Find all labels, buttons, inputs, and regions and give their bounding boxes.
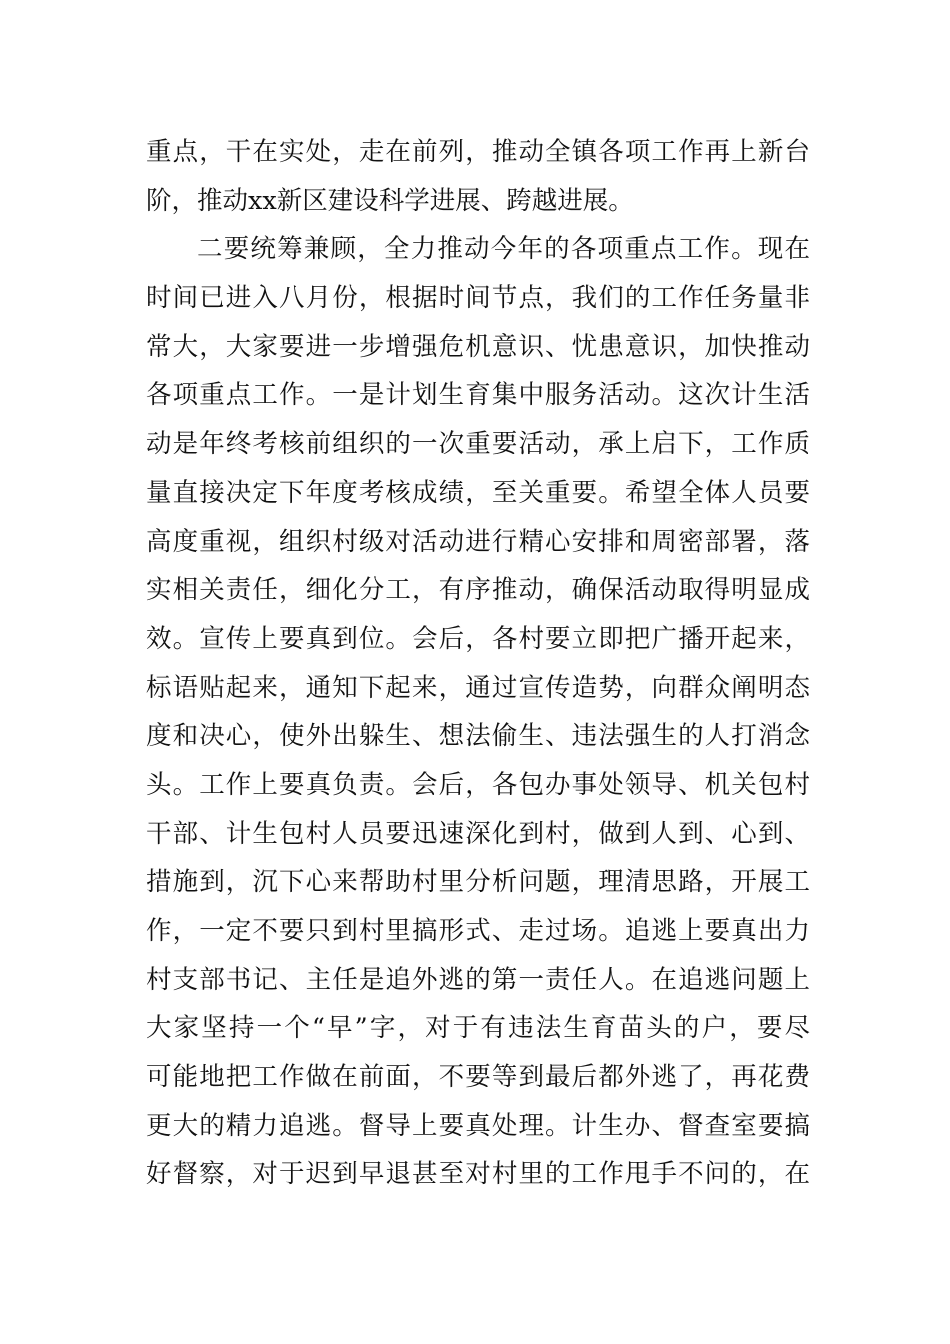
text-line-17: 作，一定不要只到村里搞形式、走过场。追逃上要真出力 [146,916,810,946]
text-line-21: 更大的精力追逃。督导上要真处理。计生办、督查室要搞 [146,1110,810,1141]
text-line-16: 措施到，沉下心来帮助村里分析问题，理清思路，开展工 [146,867,810,898]
text-line-22: 好督察，对于迟到早退甚至对村里的工作甩手不问的，在 [146,1159,810,1190]
text-line-12: 标语贴起来，通知下起来，通过宣传造势，向群众阐明态 [146,672,810,703]
text-line-6: 各项重点工作。一是计划生育集中服务活动。这次计生活 [146,380,810,411]
text-line-14: 头。工作上要真负责。会后，各包办事处领导、机关包村 [146,769,810,800]
text-line-9: 高度重视，组织村级对活动进行精心安排和周密部署，落 [146,526,810,557]
document-body [146,128,810,1199]
text-line-8: 量直接决定下年度考核成绩，至关重要。希望全体人员要 [146,477,810,508]
text-line-1: 重点，干在实处，走在前列，推动全镇各项工作再上新台 [146,137,810,167]
text-line-4: 时间已进入八月份，根据时间节点，我们的工作任务量非 [146,283,810,314]
text-line-11: 效。宣传上要真到位。会后，各村要立即把广播开起来， [146,623,810,654]
text-line-13: 度和决心，使外出躲生、想法偷生、违法强生的人打消念 [146,721,810,752]
text-line-18: 村支部书记、主任是追外逃的第一责任人。在追逃问题上 [146,964,810,995]
text-line-15: 干部、计生包村人员要迅速深化到村，做到人到、心到、 [146,818,810,849]
text-line-7: 动是年终考核前组织的一次重要活动，承上启下，工作质 [146,429,810,460]
text-line-5: 常大，大家要进一步增强危机意识、忧患意识，加快推动 [146,331,810,362]
text-line-2: 阶，推动xx新区建设科学进展、跨越进展。 [146,185,634,216]
text-line-19: 大家坚持一个“早”字，对于有违法生育苗头的户，要尽 [146,1013,810,1044]
text-line-20: 可能地把工作做在前面，不要等到最后都外逃了，再花费 [146,1062,810,1093]
paragraph-start-line: 二要统筹兼顾，全力推动今年的各项重点工作。现在 [197,234,810,265]
text-line-10: 实相关责任，细化分工，有序推动，确保活动取得明显成 [146,575,810,606]
